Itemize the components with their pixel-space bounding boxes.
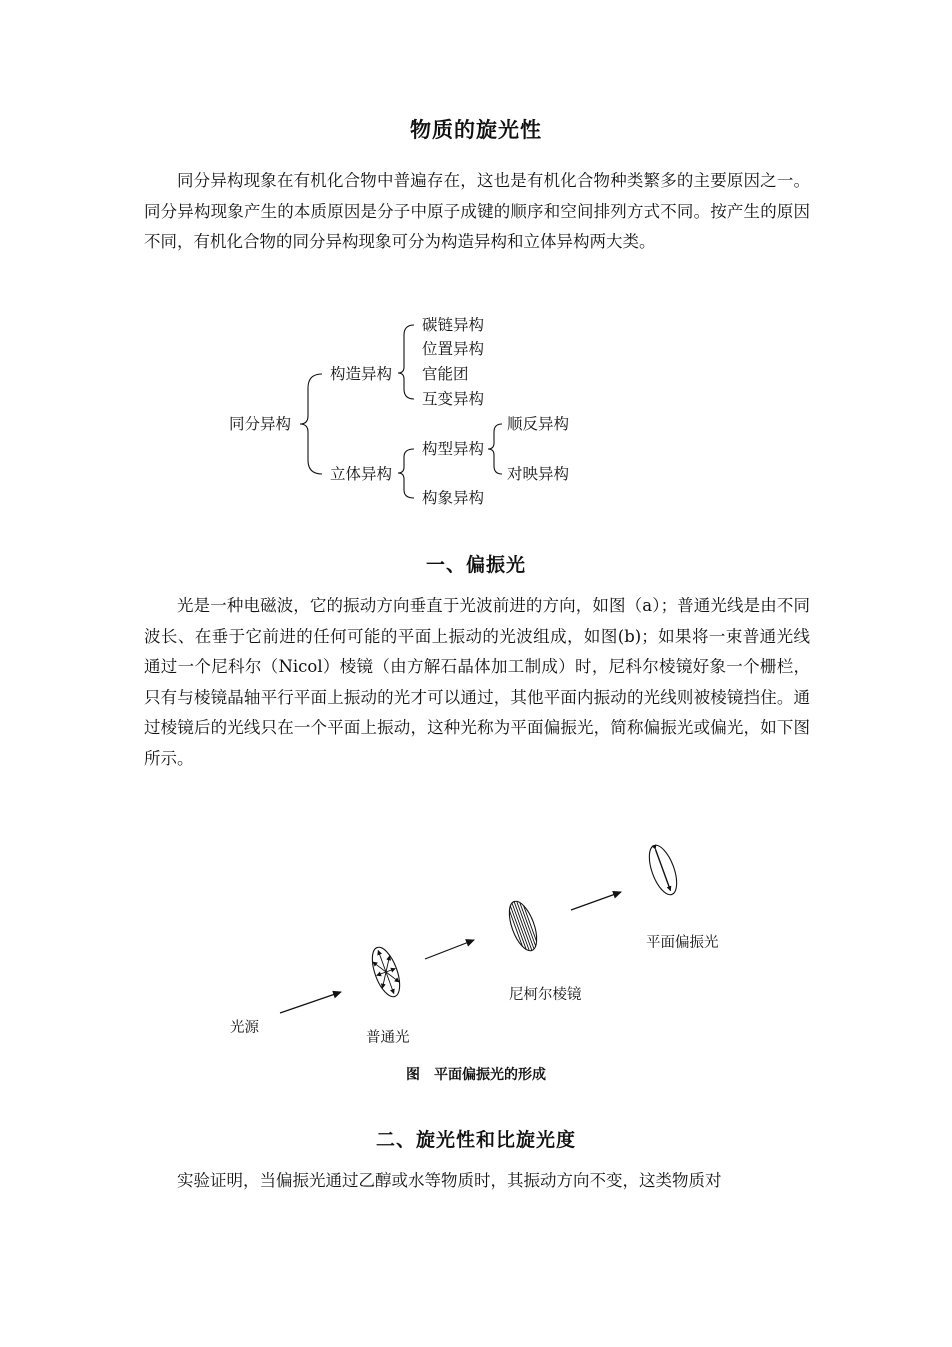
tree-root: 同分异构 xyxy=(229,415,292,433)
tree-leaf: 对映异构 xyxy=(507,465,570,483)
tree-configurational: 构型异构 xyxy=(422,440,485,458)
label-polarized-light: 平面偏振光 xyxy=(646,935,719,951)
tree-leaf: 构象异构 xyxy=(422,489,485,507)
section1-paragraph: 光是一种电磁波，它的振动方向垂直于光波前进的方向，如图（a）；普通光线是由不同波长、在垂于它前进的任何可能的平面上振动的光波组成，如图(b)；如果将一束普通光线通过一个尼科尔（Nicol）棱镜（由方解石晶体加工制成）时，尼科尔棱镜好象一个栅栏，只有与棱镜晶轴平行平面上振动的光才可以通过，其他平面内振动的光线则被棱镜挡住。通过棱镜后的光线只在一个平面上振动，这种光称为平面偏振光，简称偏振光或偏光，如下图所示。 xyxy=(144,596,810,768)
label-nicol-prism: 尼柯尔棱镜 xyxy=(509,987,582,1003)
tree-stereo: 立体异构 xyxy=(330,465,393,483)
tree-leaf: 顺反异构 xyxy=(507,415,570,433)
ordinary-light-icon xyxy=(367,944,405,1000)
nicol-prism-icon xyxy=(504,898,542,954)
section2-heading: 二、旋光性和比旋光度 xyxy=(375,1129,576,1151)
figure-caption: 图 平面偏振光的形成 xyxy=(406,1067,546,1083)
page-title: 物质的旋光性 xyxy=(410,117,542,142)
label-ordinary-light: 普通光 xyxy=(366,1030,410,1046)
intro-paragraph: 同分异构现象在有机化合物中普遍存在，这也是有机化合物种类繁多的主要原因之一。同分异构现象产生的本质原因是分子中原子成键的顺序和空间排列方式不同。按产生的原因不同，有机化合物的同分异构现象可分为构造异构和立体异构两大类。 xyxy=(144,171,810,251)
section2-paragraph: 实验证明，当偏振光通过乙醇或水等物质时，其振动方向不变，这类物质对 xyxy=(177,1171,722,1190)
polarized-light-icon xyxy=(644,842,682,898)
tree-leaf: 位置异构 xyxy=(422,340,485,358)
tree-leaf: 官能团 xyxy=(422,365,469,383)
section1-heading: 一、偏振光 xyxy=(425,554,526,576)
tree-leaf: 碳链异构 xyxy=(422,316,485,334)
tree-constitutional: 构造异构 xyxy=(330,365,393,383)
tree-leaf: 互变异构 xyxy=(422,390,485,408)
label-light-source: 光源 xyxy=(230,1020,259,1036)
